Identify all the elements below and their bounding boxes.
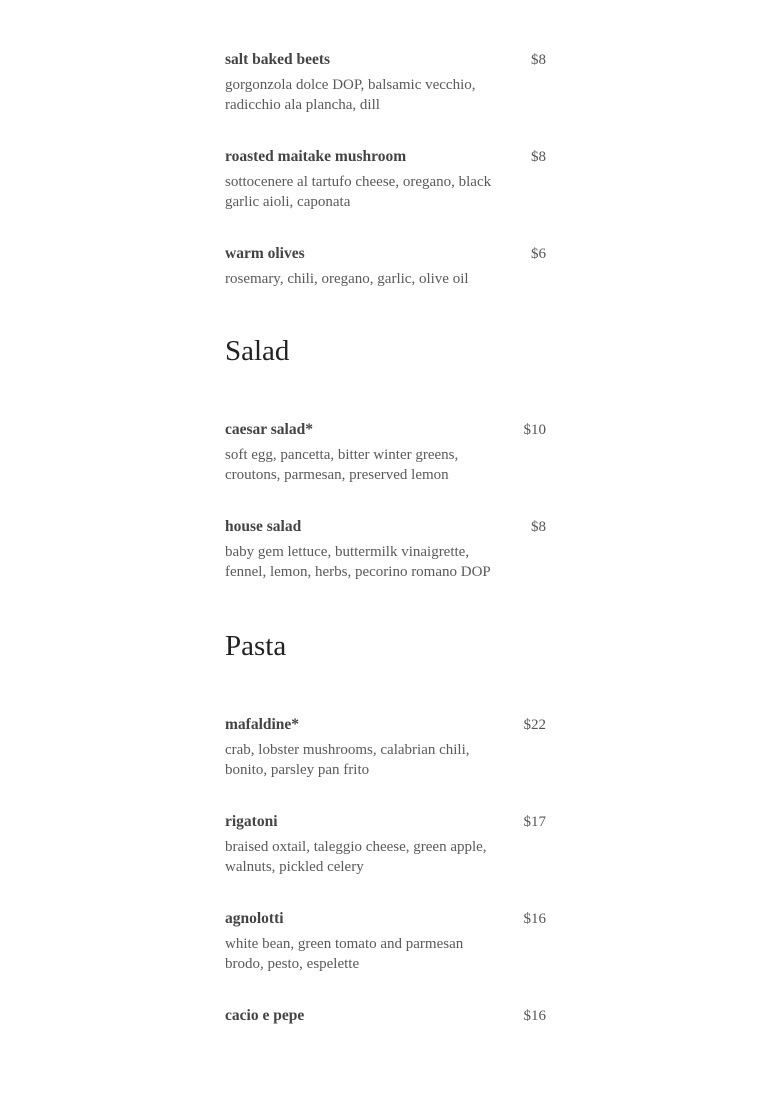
menu-item-description: gorgonzola dolce DOP, balsamic vecchio, radicchio ala plancha, dill (225, 77, 476, 113)
menu-item (225, 909, 546, 974)
menu-item-price: $17 (523, 814, 546, 830)
menu-item-name: caesar salad* (225, 421, 313, 438)
menu-item-price: $8 (531, 149, 546, 165)
section-title: Pasta (225, 630, 287, 662)
section-pasta (225, 629, 546, 1026)
menu-item-header (225, 50, 546, 70)
menu-item-header (225, 147, 546, 167)
menu-item-description: braised oxtail, taleggio cheese, green apple, walnuts, pickled celery (225, 839, 487, 875)
menu-item-header (225, 715, 546, 735)
menu-item (225, 715, 546, 780)
menu-item-price: $22 (523, 717, 546, 733)
menu-item-header (225, 420, 546, 440)
menu-item-name: cacio e pepe (225, 1007, 305, 1024)
menu-item (225, 244, 546, 289)
menu-item-header (225, 244, 546, 264)
menu-item-description: sottocenere al tartufo cheese, oregano, black garlic aioli, caponata (225, 174, 492, 210)
menu-item (225, 147, 546, 212)
section-title: Salad (225, 335, 290, 367)
menu-item-description: soft egg, pancetta, bitter winter greens, croutons, parmesan, preserved lemon (225, 447, 459, 483)
menu-item-description: white bean, green tomato and parmesan brodo, pesto, espelette (225, 936, 464, 972)
section-starters (225, 50, 546, 289)
menu-item-header (225, 909, 546, 929)
menu-item-name: salt baked beets (225, 51, 331, 68)
menu-item-description: rosemary, chili, oregano, garlic, olive oil (225, 271, 469, 287)
menu-item (225, 1006, 546, 1026)
menu-item-name: mafaldine* (225, 716, 300, 733)
menu-item-price: $6 (531, 246, 546, 262)
menu-item (225, 420, 546, 485)
menu-item-price: $16 (523, 1008, 546, 1024)
menu-item-description: crab, lobster mushrooms, calabrian chili, bonito, parsley pan frito (225, 742, 470, 778)
menu-item-price: $8 (531, 519, 546, 535)
menu (225, 50, 546, 1058)
menu-item-header (225, 812, 546, 832)
menu-item-price: $16 (523, 911, 546, 927)
section-salad (225, 334, 546, 582)
menu-item-price: $8 (531, 52, 546, 68)
menu-item-header (225, 517, 546, 537)
menu-item (225, 50, 546, 115)
menu-item (225, 517, 546, 582)
menu-item-name: warm olives (225, 245, 305, 262)
menu-item-name: house salad (225, 518, 302, 535)
menu-item-description: baby gem lettuce, buttermilk vinaigrette, fennel, lemon, herbs, pecorino romano DOP (225, 544, 491, 580)
menu-item-name: agnolotti (225, 910, 284, 927)
menu-item-name: roasted maitake mushroom (225, 148, 407, 165)
menu-item-name: rigatoni (225, 813, 278, 830)
menu-item-header (225, 1006, 546, 1026)
menu-item (225, 812, 546, 877)
menu-item-price: $10 (523, 422, 546, 438)
